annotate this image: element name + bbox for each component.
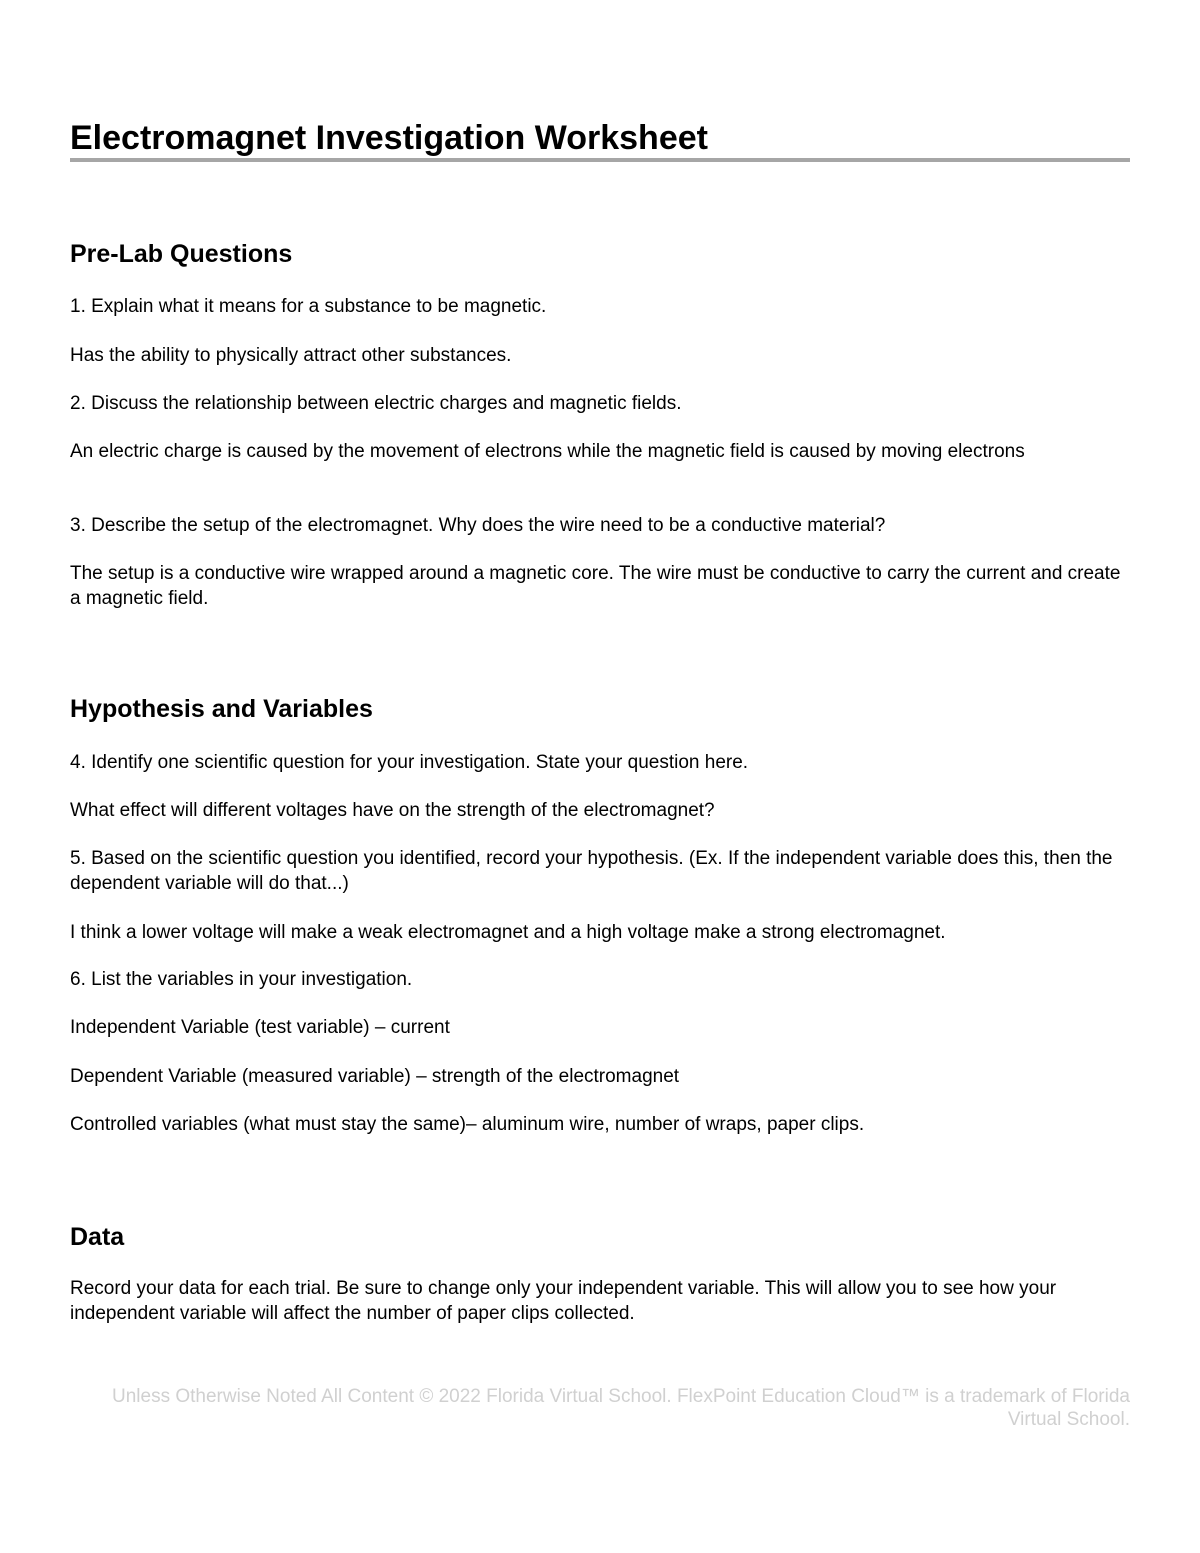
- question-5: 5. Based on the scientific question you identified, record your hypothesis. (Ex. If the independent variable does this, then the dependent variable will do that...): [70, 848, 1113, 894]
- title-divider: [70, 158, 1130, 162]
- dependent-variable: Dependent Variable (measured variable) – strength of the electromagnet: [70, 1066, 680, 1087]
- question-6: 6. List the variables in your investigation.: [70, 969, 413, 990]
- answer-4: What effect will different voltages have on the strength of the electromagnet?: [70, 800, 715, 821]
- answer-5: I think a lower voltage will make a weak electromagnet and a high voltage make a strong electromagnet.: [70, 922, 946, 943]
- data-heading: Data: [70, 1223, 125, 1251]
- question-3: 3. Describe the setup of the electromagnet. Why does the wire need to be a conductive material?: [70, 515, 886, 536]
- question-4: 4. Identify one scientific question for your investigation. State your question here.: [70, 752, 749, 773]
- copyright-footer: Unless Otherwise Noted All Content © 2022 Florida Virtual School. FlexPoint Education Cloud™ is a trademark of Florida Virtual School.: [112, 1386, 1130, 1430]
- question-2: 2. Discuss the relationship between electric charges and magnetic fields.: [70, 393, 682, 414]
- answer-2: An electric charge is caused by the movement of electrons while the magnetic field is caused by moving electrons: [70, 441, 1025, 462]
- answer-3: The setup is a conductive wire wrapped around a magnetic core. The wire must be conductive to carry the current and create a magnetic field.: [70, 563, 1121, 609]
- data-instructions: Record your data for each trial. Be sure to change only your independent variable. This will allow you to see how your independent variable will affect the number of paper clips collected.: [70, 1278, 1057, 1324]
- question-1: 1. Explain what it means for a substance to be magnetic.: [70, 296, 547, 317]
- page-title: Electromagnet Investigation Worksheet: [70, 119, 708, 157]
- answer-1: Has the ability to physically attract other substances.: [70, 345, 512, 366]
- hypothesis-heading: Hypothesis and Variables: [70, 695, 373, 723]
- controlled-variables: Controlled variables (what must stay the same)– aluminum wire, number of wraps, paper clips.: [70, 1114, 865, 1135]
- prelab-heading: Pre-Lab Questions: [70, 240, 293, 268]
- independent-variable: Independent Variable (test variable) – current: [70, 1017, 450, 1038]
